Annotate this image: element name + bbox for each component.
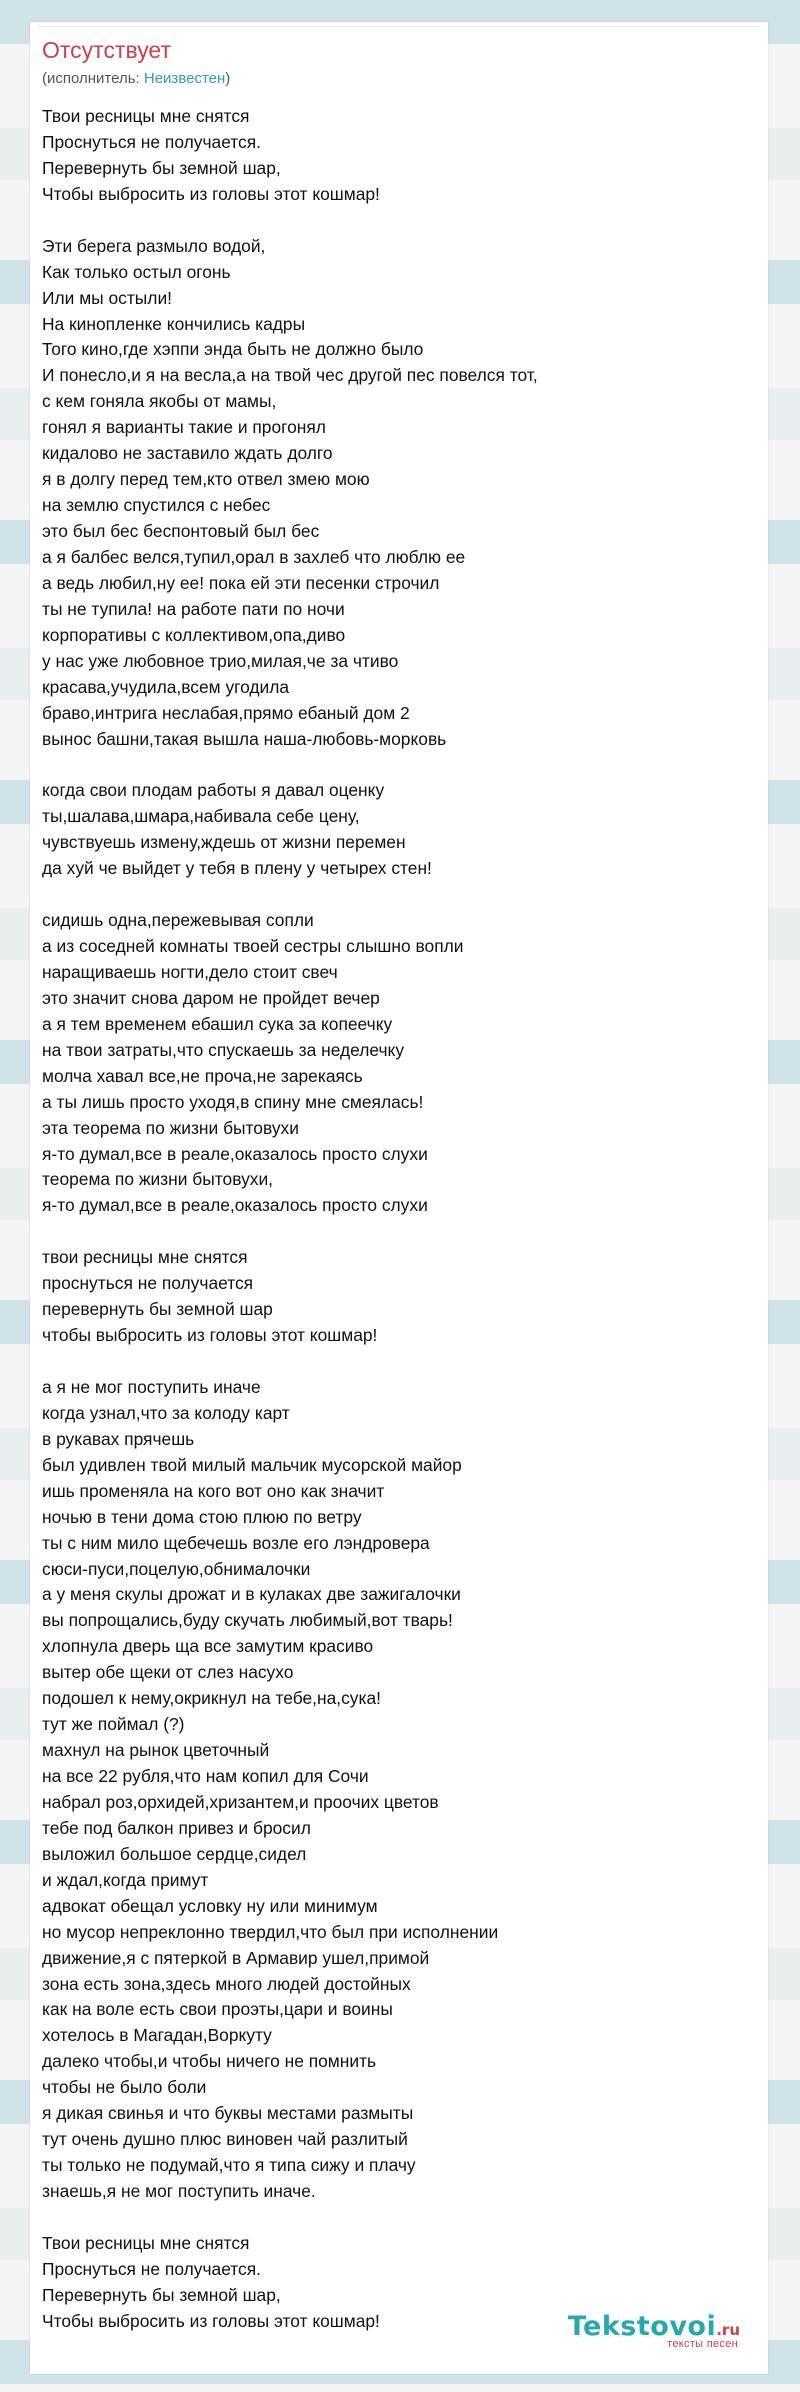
lyrics-line: Твои ресницы мне снятся: [42, 106, 250, 126]
lyrics-line: ты,шалава,шмара,набивала себе цену,: [42, 806, 360, 827]
artist-suffix: ): [225, 70, 231, 87]
lyrics-line: хлопнула дверь ща все замутим красиво: [42, 1636, 374, 1657]
lyrics-line: чувствуешь измену,ждешь от жизни перемен: [42, 832, 406, 853]
lyrics-line: На кинопленке кончились кадры: [42, 313, 306, 334]
lyrics-line: как на воле есть свои проэты,цари и воины: [42, 1999, 393, 2020]
lyrics-line: браво,интрига неслабая,прямо ебаный дом 2: [42, 702, 410, 723]
lyrics-line: это значит снова даром не пройдет вечер: [42, 987, 380, 1008]
artist-line: [42, 70, 230, 88]
lyrics-line: знаешь,я не мог поступить иначе.: [42, 2181, 316, 2201]
lyrics-line: Перевернуть бы земной шар,: [42, 2284, 281, 2305]
lyrics-line: я-то думал,все в реале,оказалось просто слухи: [42, 1143, 428, 1164]
lyrics-line: а я не мог поступить иначе: [42, 1376, 261, 1397]
lyrics-line: ты не тупила! на работе пати по ночи: [42, 598, 345, 619]
lyrics-line: я дикая свинья и что буквы местами размыты: [42, 2103, 414, 2124]
lyrics-line: перевернуть бы земной шар: [42, 1299, 273, 1320]
lyrics-line: Проснуться не получается.: [42, 2258, 262, 2279]
lyrics-line: ты с ним мило щебечешь возле его лэндровера: [42, 1532, 430, 1553]
lyrics-line: вы попрощались,буду скучать любимый,вот тварь!: [42, 1610, 453, 1631]
stanza-break: [42, 1349, 742, 1375]
lyrics-line: в рукавах прячешь: [42, 1428, 195, 1449]
lyrics-line: подошел к нему,окрикнул на тебе,на,сука!: [42, 1688, 381, 1709]
lyrics-line: а я тем временем ебашил сука за копеечку: [42, 1013, 393, 1034]
stanza-break: [42, 882, 742, 908]
lyrics-line: зона есть зона,здесь много людей достойных: [42, 1973, 411, 1994]
lyrics-line: чтобы выбросить из головы этот кошмар!: [42, 1325, 378, 1346]
lyrics-line: был удивлен твой милый мальчик мусорской майор: [42, 1454, 462, 1475]
lyrics-line: тут очень душно плюс виновен чай разлитый: [42, 2129, 408, 2150]
lyrics-line: кидалово не заставило ждать долго: [42, 443, 333, 464]
tekstovoi-logo[interactable]: [568, 2311, 740, 2350]
lyrics-line: хотелось в Магадан,Воркуту: [42, 2025, 272, 2046]
lyrics-line: адвокат обещал условку ну или минимум: [42, 1895, 378, 1916]
lyrics-line: а я балбес велся,тупил,орал в захлеб что люблю ее: [42, 546, 466, 567]
lyrics-line: на все 22 рубля,что нам копил для Сочи: [42, 1766, 369, 1786]
lyrics-line: вынос башни,такая вышла наша-любовь-морковь: [42, 728, 447, 749]
lyrics-line: это был бес беспонтовый был бес: [42, 521, 320, 541]
stanza-break: [42, 208, 742, 234]
lyrics-line: Или мы остыли!: [42, 287, 173, 308]
lyrics-line: эта теорема по жизни бытовухи: [42, 1117, 299, 1138]
lyrics-line: ночью в тени дома стою плюю по ветру: [42, 1506, 362, 1527]
logo-tld: .ru: [716, 2321, 740, 2339]
lyrics-line: у нас уже любовное трио,милая,че за чтиво: [42, 650, 399, 671]
lyrics-line: ишь променяла на кого вот оно как значит: [42, 1480, 385, 1501]
lyrics-line: но мусор непреклонно твердил,что был при исполнении: [42, 1921, 499, 1942]
lyrics-line: а ведь любил,ну ее! пока ей эти песенки строчил: [42, 572, 440, 593]
logo-name: Tekstovoi: [567, 2311, 717, 2342]
stanza-break: [42, 2205, 742, 2231]
lyrics-line: Чтобы выбросить из головы этот кошмар!: [42, 2310, 380, 2331]
lyrics-line: красава,учудила,всем угодила: [42, 676, 290, 697]
lyrics-line: чтобы не было боли: [42, 2077, 207, 2098]
lyrics-line: когда свои плодам работы я давал оценку: [42, 780, 385, 801]
lyrics-line: сюси-пуси,поцелую,обнималочки: [42, 1558, 311, 1579]
lyrics-line: а ты лишь просто уходя,в спину мне смеялась!: [42, 1091, 424, 1112]
lyrics-line: вытер обе щеки от слез насухо: [42, 1662, 294, 1683]
lyrics-line: ты только не подумай,что я типа сижу и плачу: [42, 2155, 416, 2176]
lyrics-line: с кем гоняла якобы от мамы,: [42, 391, 277, 412]
artist-prefix: (исполнитель:: [42, 70, 144, 87]
lyrics-line: на землю спустился с небес: [42, 495, 271, 516]
lyrics-line: наращиваешь ногти,дело стоит свеч: [42, 961, 338, 982]
lyrics-line: а из соседней комнаты твоей сестры слышно вопли: [42, 936, 464, 956]
lyrics-line: корпоративы с коллективом,опа,диво: [42, 624, 346, 645]
lyrics-line: движение,я с пятеркой в Армавир ушел,примой: [42, 1947, 430, 1968]
lyrics-line: Перевернуть бы земной шар,: [42, 157, 281, 178]
lyrics-line: на твои затраты,что спускаешь за неделечку: [42, 1039, 405, 1060]
lyrics-line: твои ресницы мне снятся: [42, 1247, 248, 1268]
lyrics-line: гонял я варианты такие и прогонял: [42, 417, 326, 438]
lyrics-line: а у меня скулы дрожат и в кулаках две зажигалочки: [42, 1584, 461, 1605]
lyrics-text: [42, 104, 742, 2335]
artist-link[interactable]: Неизвестен: [143, 70, 226, 87]
lyrics-line: Чтобы выбросить из головы этот кошмар!: [42, 183, 380, 204]
lyrics-line: Того кино,где хэппи энда быть не должно было: [42, 339, 424, 360]
logo-tagline: тексты песен: [667, 2338, 738, 2350]
lyrics-line: молча хавал все,не проча,не зарекаясь: [42, 1065, 363, 1086]
lyrics-line: Как только остыл огонь: [42, 261, 231, 282]
lyrics-line: выложил большое сердце,сидел: [42, 1843, 307, 1864]
song-title: Отсутствует: [42, 37, 171, 63]
lyrics-line: я-то думал,все в реале,оказалось просто слухи: [42, 1195, 428, 1216]
stanza-break: [42, 752, 742, 778]
lyrics-line: Проснуться не получается.: [42, 131, 262, 152]
lyrics-line: Эти берега размыло водой,: [42, 235, 266, 256]
lyrics-line: проснуться не получается: [42, 1273, 254, 1294]
lyrics-line: когда узнал,что за колоду карт: [42, 1402, 290, 1423]
lyrics-line: набрал роз,орхидей,хризантем,и проочих цветов: [42, 1791, 439, 1812]
lyrics-line: далеко чтобы,и чтобы ничего не помнить: [42, 2051, 377, 2072]
lyrics-card: [30, 22, 768, 2374]
lyrics-line: я в долгу перед тем,кто отвел змею мою: [42, 469, 370, 490]
stanza-break: [42, 1219, 742, 1245]
lyrics-line: Твои ресницы мне снятся: [42, 2232, 250, 2253]
lyrics-line: да хуй че выйдет у тебя в плену у четырех стен!: [42, 858, 432, 879]
lyrics-line: теорема по жизни бытовухи,: [42, 1169, 274, 1190]
lyrics-line: сидишь одна,пережевывая сопли: [42, 910, 314, 931]
lyrics-line: И понесло,и я на весла,а на твой чес другой пес повелся тот,: [42, 365, 538, 386]
lyrics-line: и ждал,когда примут: [42, 1869, 209, 1890]
lyrics-line: тут же поймал (?): [42, 1714, 185, 1735]
lyrics-line: тебе под балкон привез и бросил: [42, 1817, 311, 1838]
lyrics-line: махнул на рынок цветочный: [42, 1740, 270, 1761]
